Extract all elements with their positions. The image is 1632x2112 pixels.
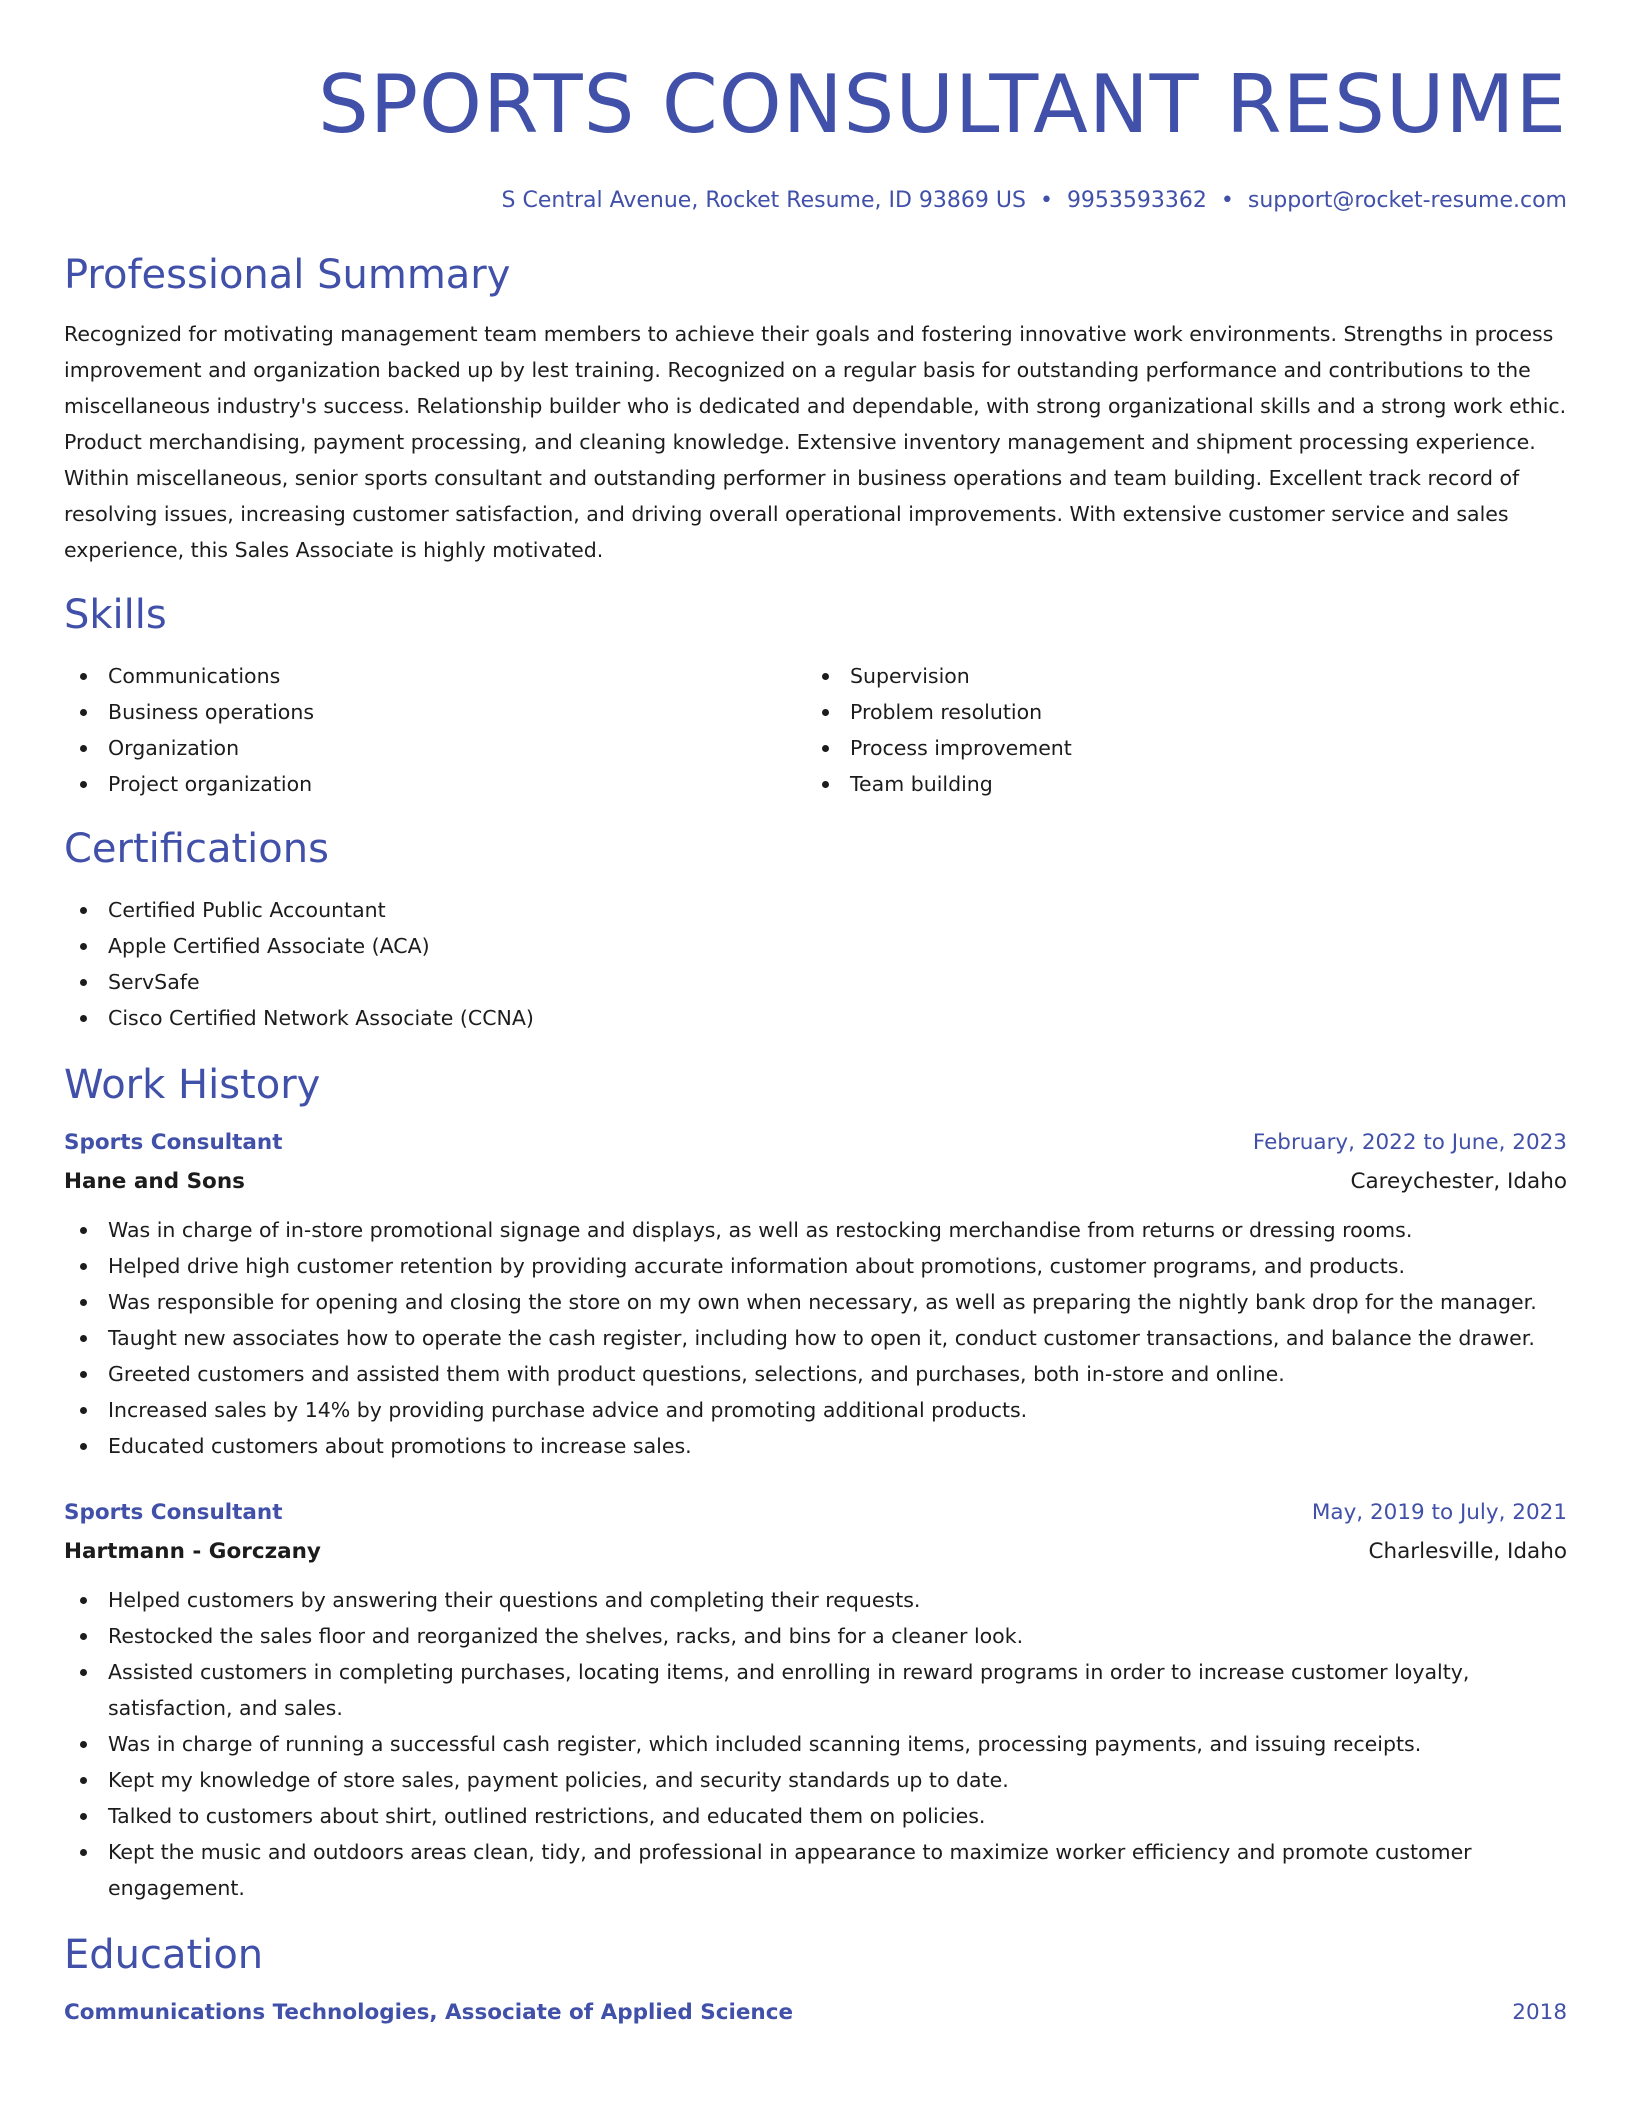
contact-phone: 9953593362	[1066, 188, 1207, 213]
summary-text: Recognized for motivating management team members to achieve their goals and fostering innovative work environments. Strengths in process improvement and organization backed up by lest training. Recognized on a regular basis for outstanding performance and contributions to the miscellaneous industry's success. Relationship builder who is dedicated and dependable, with strong organizational skills and a strong work ethic. Product merchandising, payment processing, and cleaning knowledge. Extensive inventory management and shipment processing experience. Within miscellaneous, senior sports consultant and outstanding performer in business operations and team building. Excellent track record of resolving issues, increasing customer satisfaction, and driving overall operational improvements. With extensive customer service and sales experience, this Sales Associate is highly motivated.	[64, 322, 1567, 562]
job-duty: Taught new associates how to operate the cash register, including how to open it, conduct customer transactions, and balance the drawer.	[64, 1320, 1567, 1356]
resume-title: SPORTS CONSULTANT RESUME	[318, 58, 1567, 151]
job-duty: Increased sales by 14% by providing purchase advice and promoting additional products.	[64, 1392, 1567, 1428]
certifications-list	[64, 892, 1567, 1036]
certification-item: Cisco Certified Network Associate (CCNA)	[64, 1000, 1567, 1036]
contact-address: S Central Avenue, Rocket Resume, ID 93869 US	[501, 188, 1026, 213]
job-entry	[64, 1124, 1567, 1464]
skill-item: Process improvement	[806, 730, 1548, 766]
certification-item: Apple Certified Associate (ACA)	[64, 928, 1567, 964]
job-duties	[64, 1582, 1567, 1906]
contact-line	[64, 184, 1567, 218]
job-location: Careychester, Idaho	[1350, 1169, 1567, 1194]
skills-column-left	[64, 658, 806, 802]
job-duty: Was in charge of running a successful cash register, which included scanning items, processing payments, and issuing receipts.	[64, 1726, 1567, 1762]
job-title: Sports Consultant	[64, 1130, 283, 1155]
skill-item: Supervision	[806, 658, 1548, 694]
job-duty: Kept the music and outdoors areas clean, tidy, and professional in appearance to maximize worker efficiency and promote customer engagement.	[64, 1834, 1567, 1906]
job-duty: Restocked the sales floor and reorganized the shelves, racks, and bins for a cleaner look.	[64, 1618, 1567, 1654]
contact-separator: •	[1039, 188, 1053, 213]
job-header	[64, 1124, 1567, 1162]
job-duty: Talked to customers about shirt, outlined restrictions, and educated them on policies.	[64, 1798, 1567, 1834]
education-year: 2018	[1512, 2000, 1567, 2025]
job-duty: Kept my knowledge of store sales, payment policies, and security standards up to date.	[64, 1762, 1567, 1798]
skills-column-right	[806, 658, 1548, 802]
skill-item: Organization	[64, 730, 806, 766]
job-duty: Educated customers about promotions to increase sales.	[64, 1428, 1567, 1464]
resume-page	[64, 0, 1567, 2032]
job-company: Hane and Sons	[64, 1169, 245, 1194]
skill-item: Communications	[64, 658, 806, 694]
job-duty: Assisted customers in completing purchases, locating items, and enrolling in reward programs in order to increase customer loyalty, satisfaction, and sales.	[64, 1654, 1567, 1726]
job-duty: Helped customers by answering their questions and completing their requests.	[64, 1582, 1567, 1618]
certification-item: Certified Public Accountant	[64, 892, 1567, 928]
education-entry	[64, 1994, 1567, 2032]
job-dates: February, 2022 to June, 2023	[1252, 1130, 1567, 1155]
skill-item: Project organization	[64, 766, 806, 802]
contact-email[interactable]: support@rocket-resume.com	[1247, 188, 1567, 213]
job-header	[64, 1494, 1567, 1532]
skills-list	[64, 658, 1567, 802]
job-dates: May, 2019 to July, 2021	[1311, 1500, 1567, 1525]
summary-heading: Professional Summary	[64, 252, 511, 298]
job-duties	[64, 1212, 1567, 1464]
work-history-heading: Work History	[64, 1062, 321, 1108]
job-location: Charlesville, Idaho	[1368, 1539, 1567, 1564]
certifications-heading: Certifications	[64, 826, 329, 872]
skill-item: Problem resolution	[806, 694, 1548, 730]
skill-item: Business operations	[64, 694, 806, 730]
education-degree: Communications Technologies, Associate of Applied Science	[64, 2000, 794, 2025]
job-subheader	[64, 1532, 1567, 1572]
job-subheader	[64, 1162, 1567, 1202]
job-duty: Was responsible for opening and closing the store on my own when necessary, as well as preparing the nightly bank drop for the manager.	[64, 1284, 1567, 1320]
education-heading: Education	[64, 1932, 264, 1978]
certification-item: ServSafe	[64, 964, 1567, 1000]
job-title: Sports Consultant	[64, 1500, 283, 1525]
job-entry	[64, 1494, 1567, 1906]
skills-heading: Skills	[64, 592, 167, 638]
job-duty: Greeted customers and assisted them with product questions, selections, and purchases, both in-store and online.	[64, 1356, 1567, 1392]
job-company: Hartmann - Gorczany	[64, 1539, 321, 1564]
contact-separator: •	[1220, 188, 1234, 213]
job-duty: Helped drive high customer retention by providing accurate information about promotions, customer programs, and products.	[64, 1248, 1567, 1284]
skill-item: Team building	[806, 766, 1548, 802]
job-duty: Was in charge of in-store promotional signage and displays, as well as restocking merchandise from returns or dressing rooms.	[64, 1212, 1567, 1248]
